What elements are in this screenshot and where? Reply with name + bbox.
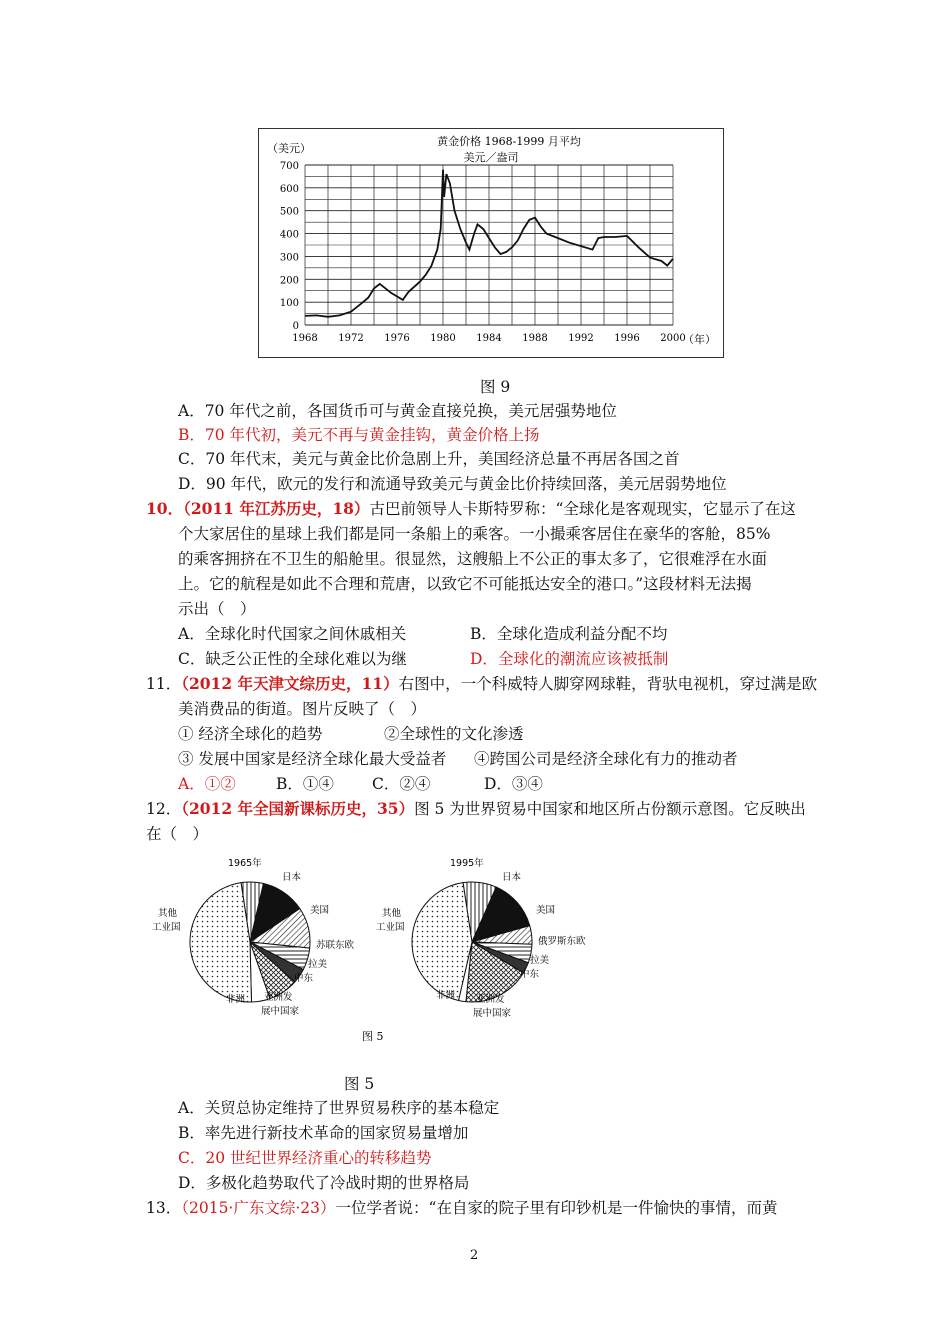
q9-option-b: B．70 年代初，美元不再与黄金挂钩，黄金价格上扬	[178, 426, 540, 444]
q12-option-b: B．率先进行新技术革命的国家贸易量增加	[178, 1124, 469, 1142]
gold-chart-title: 黄金价格 1968-1999 月平均	[437, 135, 581, 148]
pie-inner-caption: 图 5	[362, 1030, 384, 1043]
q12-number: 12．	[146, 800, 182, 818]
gold-x-tick-label: 1984	[476, 333, 502, 344]
pie-right-year: 1995年	[450, 858, 484, 869]
pie-right-asia-2: 展中国家	[473, 1008, 512, 1019]
pie-left-africa: 非洲	[226, 994, 246, 1005]
q10-option-d: D．全球化的潮流应该被抵制	[470, 650, 669, 668]
pie-right-usa: 美国	[536, 905, 556, 916]
q9-option-c: C．70 年代末，美元与黄金比价急剧上升，美国经济总量不再居各国之首	[178, 450, 680, 468]
pie-left-usa: 美国	[310, 905, 330, 916]
pie-left-year: 1965年	[228, 858, 262, 869]
pie-left-asia-1: 亚洲发	[264, 992, 293, 1003]
pie-right-other-1: 其他	[382, 908, 402, 919]
pie-left-east: 苏联东欧	[316, 940, 355, 951]
q10-text-line-1: 古巴前领导人卡斯特罗称：“全球化是客观现实，它显示了在这	[369, 500, 796, 518]
gold-x-tick-label: 1992	[568, 333, 594, 344]
q10-text-line-3: 的乘客拥挤在不卫生的船舱里。很显然，这艘船上不公正的事太多了，它很难浮在水面	[178, 550, 768, 568]
gold-x-tick-label: 1980	[430, 333, 456, 344]
gold-x-tick-label: 1996	[614, 333, 640, 344]
pie-left-asia-2: 展中国家	[261, 1006, 300, 1017]
trade-share-pie-figure	[146, 850, 616, 1050]
q10-option-b: B．全球化造成利益分配不均	[470, 625, 668, 643]
q12-option-d: D．多极化趋势取代了冷战时期的世界格局	[178, 1174, 470, 1192]
pie-1965-slice	[190, 883, 251, 1002]
q12-text-line-2: 在（ ）	[146, 825, 209, 843]
gold-x-tick-label: 1988	[522, 333, 548, 344]
pie-1995-slice	[412, 883, 472, 1001]
gold-y-tick-label: 600	[279, 183, 299, 195]
pie-left-other-2: 工业国	[152, 922, 181, 933]
pie-right-mideast: 中东	[520, 969, 540, 980]
q11-item-4: ④跨国公司是经济全球化有力的推动者	[474, 750, 738, 768]
q11-first-line	[146, 672, 817, 696]
q11-text-line-1: 右图中，一个科威特人脚穿网球鞋，背驮电视机，穿过满是欧	[398, 675, 818, 693]
q11-option-d: D．③④	[484, 775, 543, 793]
q13-first-line	[146, 1196, 777, 1220]
q11-option-b: B．①④	[276, 775, 334, 793]
gold-y-tick-label: 100	[279, 298, 299, 310]
q13-number: 13．	[146, 1199, 182, 1217]
q11-item-1: ① 经济全球化的趋势	[178, 725, 323, 743]
q10-text-line-5: 示出（ ）	[178, 600, 256, 618]
q9-option-d: D．90 年代，欧元的发行和流通导致美元与黄金比价持续回落，美元居弱势地位	[178, 475, 727, 493]
pie-right-asia-1: 亚洲发	[476, 994, 505, 1005]
pie-right-east: 俄罗斯东欧	[538, 936, 586, 947]
q13-source: （2015·广东文综·23）	[181, 1199, 336, 1217]
fig5-caption: 图 5	[344, 1075, 375, 1093]
gold-x-tick-label: 1972	[338, 333, 364, 344]
pie-left-japan: 日本	[282, 872, 302, 883]
q10-option-a: A．全球化时代国家之间休戚相关	[178, 625, 407, 643]
gold-y-tick-label: 200	[279, 275, 299, 287]
gold-y-tick-label: 0	[292, 321, 299, 332]
q12-text-line-1: 图 5 为世界贸易中国家和地区所占份额示意图。它反映出	[414, 800, 806, 818]
q10-first-line	[146, 497, 796, 521]
gold-x-unit: （年）	[683, 333, 716, 346]
q11-item-3: ③ 发展中国家是经济全球化最大受益者	[178, 750, 447, 768]
fig9-caption: 图 9	[480, 378, 511, 396]
q12-option-c: C．20 世纪世界经济重心的转移趋势	[178, 1149, 432, 1167]
gold-chart-subtitle: 美元／盎司	[463, 151, 519, 164]
q10-text-line-2: 个大家居住的星球上我们都是同一条船上的乘客。一小撮乘客居住在豪华的客舱，85%	[178, 525, 771, 543]
q11-number: 11．	[146, 675, 182, 693]
q13-text: 一位学者说：“在自家的院子里有印钞机是一件愉快的事情，而黄	[335, 1199, 778, 1217]
pie-left-mideast: 中东	[294, 973, 314, 984]
q11-option-a: A．①②	[178, 775, 236, 793]
pie-left-other-1: 其他	[158, 908, 178, 919]
gold-y-tick-label: 500	[279, 206, 299, 218]
gold-x-tick-label: 2000	[660, 333, 686, 344]
q10-number: 10．	[146, 499, 184, 518]
pie-right-japan: 日本	[502, 872, 522, 883]
q10-text-line-4: 上。它的航程是如此不合理和荒唐，以致它不可能抵达安全的港口。”这段材料无法揭	[178, 575, 752, 593]
gold-y-tick-label: 400	[279, 229, 299, 241]
q10-source: （2011 年江苏历史，18）	[183, 499, 370, 518]
gold-x-tick-label: 1976	[384, 333, 410, 344]
q12-option-a: A．关贸总协定维持了世界贸易秩序的基本稳定	[178, 1099, 500, 1117]
q10-option-c: C．缺乏公正性的全球化难以为继	[178, 650, 407, 668]
pie-right-africa: 非洲	[436, 990, 456, 1001]
q12-source: （2012 年全国新课标历史，35）	[181, 799, 415, 818]
gold-y-unit: （美元）	[267, 142, 311, 155]
pie-right-other-2: 工业国	[376, 922, 405, 933]
gold-x-tick-label: 1968	[292, 333, 318, 344]
gold-price-chart-svg	[259, 129, 723, 357]
gold-price-chart	[258, 128, 724, 358]
q11-option-c: C．②④	[372, 775, 431, 793]
gold-y-tick-label: 700	[279, 161, 299, 172]
q11-text-line-2: 美消费品的街道。图片反映了（ ）	[178, 700, 427, 718]
trade-share-pie-svg	[146, 850, 616, 1050]
pie-right-latam: 拉美	[530, 955, 550, 966]
q11-item-2: ②全球性的文化渗透	[384, 725, 524, 743]
q11-source: （2012 年天津文综历史，11）	[181, 674, 399, 693]
gold-y-tick-label: 300	[279, 252, 299, 264]
q12-first-line	[146, 797, 806, 821]
q9-option-a: A．70 年代之前，各国货币可与黄金直接兑换，美元居强势地位	[178, 402, 617, 420]
pie-left-latam: 拉美	[308, 959, 328, 970]
page-number: 2	[470, 1248, 479, 1263]
